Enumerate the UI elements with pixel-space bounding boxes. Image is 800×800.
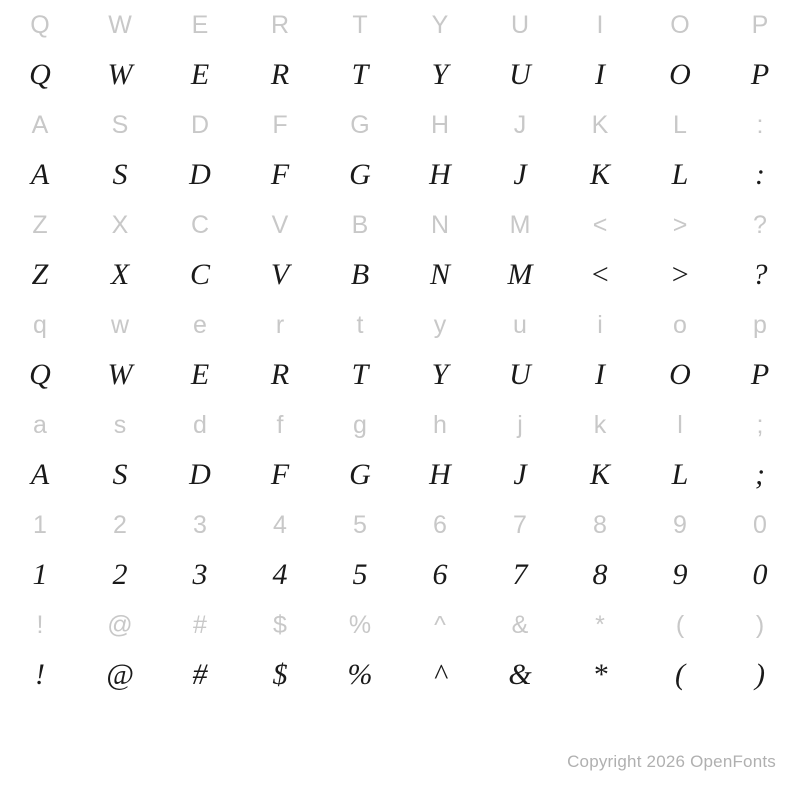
glyph-sample: L bbox=[671, 458, 689, 491]
key-label: 9 bbox=[673, 510, 687, 539]
key-label: i bbox=[597, 310, 603, 339]
key-label: O bbox=[670, 10, 690, 39]
glyph-sample: 9 bbox=[672, 558, 688, 591]
key-label: j bbox=[517, 410, 523, 439]
character-row-group bbox=[0, 200, 800, 300]
key-label-row bbox=[0, 400, 800, 450]
glyph-sample: ( bbox=[675, 658, 685, 691]
key-label-row bbox=[0, 200, 800, 250]
glyph-sample: U bbox=[509, 58, 531, 91]
glyph-sample: ; bbox=[755, 458, 765, 491]
glyph-sample: : bbox=[755, 158, 765, 191]
key-label: V bbox=[271, 210, 289, 239]
key-label: g bbox=[353, 410, 367, 439]
glyph-sample-row bbox=[0, 150, 800, 200]
key-label: 0 bbox=[753, 510, 767, 539]
key-label: > bbox=[672, 210, 688, 239]
key-label: w bbox=[110, 310, 130, 339]
glyph-sample: H bbox=[429, 458, 451, 491]
key-label: G bbox=[350, 110, 370, 139]
glyph-sample: Z bbox=[31, 258, 49, 291]
key-label: 6 bbox=[433, 510, 447, 539]
key-label: Y bbox=[431, 10, 449, 39]
copyright-notice: Copyright 2026 OpenFonts bbox=[567, 752, 776, 771]
character-row-group bbox=[0, 100, 800, 200]
glyph-sample: 4 bbox=[272, 558, 288, 591]
key-label: Z bbox=[32, 210, 48, 239]
key-label: W bbox=[108, 10, 132, 39]
key-label: % bbox=[348, 610, 372, 639]
glyph-sample: G bbox=[349, 458, 371, 491]
key-label: k bbox=[593, 410, 607, 439]
glyph-sample: Y bbox=[431, 358, 449, 391]
glyph-sample: R bbox=[270, 358, 290, 391]
glyph-sample: D bbox=[189, 458, 211, 491]
glyph-sample: 3 bbox=[192, 558, 208, 591]
key-label: ^ bbox=[434, 610, 446, 639]
glyph-sample: S bbox=[112, 458, 128, 491]
glyph-sample: E bbox=[190, 58, 210, 91]
key-label: K bbox=[591, 110, 609, 139]
key-label: ? bbox=[753, 210, 767, 239]
key-label: : bbox=[756, 110, 764, 139]
key-label: 8 bbox=[593, 510, 607, 539]
key-label: S bbox=[111, 110, 129, 139]
character-row-group bbox=[0, 500, 800, 600]
glyph-sample: @ bbox=[106, 658, 134, 691]
glyph-sample: T bbox=[351, 358, 369, 391]
key-label: P bbox=[751, 10, 769, 39]
glyph-sample: > bbox=[669, 258, 691, 291]
key-label: 7 bbox=[513, 510, 527, 539]
character-row-group bbox=[0, 300, 800, 400]
glyph-sample: K bbox=[589, 458, 610, 491]
key-label: q bbox=[33, 310, 47, 339]
key-label: N bbox=[430, 210, 450, 239]
glyph-sample: B bbox=[350, 258, 370, 291]
glyph-sample: 8 bbox=[592, 558, 608, 591]
key-label: * bbox=[595, 610, 605, 639]
key-label: D bbox=[190, 110, 210, 139]
key-label: p bbox=[753, 310, 767, 339]
glyph-sample: L bbox=[671, 158, 689, 191]
key-label: ( bbox=[675, 610, 685, 639]
glyph-sample: A bbox=[30, 158, 50, 191]
key-label: J bbox=[513, 110, 527, 139]
glyph-sample: Y bbox=[431, 58, 449, 91]
key-label: s bbox=[113, 410, 127, 439]
glyph-sample: O bbox=[669, 58, 691, 91]
glyph-sample: Q bbox=[29, 358, 51, 391]
key-label-row bbox=[0, 100, 800, 150]
key-label: E bbox=[191, 10, 209, 39]
glyph-sample: Q bbox=[29, 58, 51, 91]
glyph-sample: R bbox=[270, 58, 290, 91]
glyph-sample-row bbox=[0, 550, 800, 600]
glyph-sample: 7 bbox=[512, 558, 528, 591]
glyph-sample: * bbox=[592, 658, 608, 691]
key-label: L bbox=[673, 110, 687, 139]
key-label: U bbox=[510, 10, 530, 39]
key-label: B bbox=[351, 210, 369, 239]
glyph-sample: C bbox=[189, 258, 210, 291]
key-label: h bbox=[433, 410, 447, 439]
glyph-sample: & bbox=[508, 658, 532, 691]
key-label: F bbox=[272, 110, 288, 139]
glyph-sample: U bbox=[509, 358, 531, 391]
glyph-sample: W bbox=[107, 58, 133, 91]
glyph-sample: W bbox=[107, 358, 133, 391]
glyph-sample: ? bbox=[752, 258, 768, 291]
glyph-sample: E bbox=[190, 358, 210, 391]
key-label: I bbox=[596, 10, 604, 39]
glyph-sample: V bbox=[270, 258, 290, 291]
key-label: ) bbox=[755, 610, 765, 639]
glyph-sample: G bbox=[349, 158, 371, 191]
glyph-sample: 0 bbox=[752, 558, 768, 591]
glyph-sample: 1 bbox=[32, 558, 48, 591]
glyph-sample: I bbox=[595, 58, 605, 91]
key-label: o bbox=[673, 310, 687, 339]
key-label: H bbox=[430, 110, 450, 139]
character-row-group bbox=[0, 0, 800, 100]
glyph-sample: K bbox=[589, 158, 610, 191]
glyph-sample-row bbox=[0, 450, 800, 500]
glyph-sample-row bbox=[0, 250, 800, 300]
glyph-sample: 2 bbox=[112, 558, 128, 591]
key-label: & bbox=[511, 610, 529, 639]
glyph-sample: ! bbox=[35, 658, 45, 691]
glyph-sample: H bbox=[429, 158, 451, 191]
key-label: ; bbox=[756, 410, 764, 439]
glyph-sample: ) bbox=[755, 658, 765, 691]
character-row-group bbox=[0, 400, 800, 500]
glyph-sample: P bbox=[750, 358, 770, 391]
character-row-group bbox=[0, 600, 800, 700]
key-label: < bbox=[592, 210, 608, 239]
glyph-sample: 6 bbox=[432, 558, 448, 591]
key-label: 3 bbox=[193, 510, 207, 539]
key-label: f bbox=[276, 410, 284, 439]
key-label: $ bbox=[273, 610, 287, 639]
key-label: 5 bbox=[353, 510, 367, 539]
key-label: u bbox=[513, 310, 527, 339]
key-label: 2 bbox=[113, 510, 127, 539]
glyph-sample-row bbox=[0, 50, 800, 100]
glyph-sample: < bbox=[589, 258, 611, 291]
glyph-sample: X bbox=[110, 258, 130, 291]
glyph-sample: J bbox=[513, 458, 527, 491]
glyph-sample: % bbox=[347, 658, 373, 691]
key-label-row bbox=[0, 0, 800, 50]
key-label: M bbox=[509, 210, 531, 239]
key-label: X bbox=[111, 210, 129, 239]
glyph-sample: F bbox=[270, 458, 290, 491]
key-label: ! bbox=[36, 610, 44, 639]
glyph-sample: # bbox=[192, 658, 208, 691]
glyph-sample: ^ bbox=[433, 658, 447, 691]
key-label: # bbox=[193, 610, 207, 639]
glyph-sample: I bbox=[595, 358, 605, 391]
glyph-sample: A bbox=[30, 458, 50, 491]
key-label: 4 bbox=[273, 510, 287, 539]
glyph-sample: 5 bbox=[352, 558, 368, 591]
key-label: R bbox=[270, 10, 290, 39]
key-label: A bbox=[31, 110, 49, 139]
key-label: t bbox=[356, 310, 364, 339]
key-label: a bbox=[33, 410, 47, 439]
glyph-sample: D bbox=[189, 158, 211, 191]
glyph-sample: O bbox=[669, 358, 691, 391]
glyph-sample-row bbox=[0, 650, 800, 700]
key-label: @ bbox=[107, 610, 133, 639]
glyph-sample: $ bbox=[272, 658, 288, 691]
key-label: 1 bbox=[33, 510, 47, 539]
glyph-sample: T bbox=[351, 58, 369, 91]
key-label: Q bbox=[30, 10, 50, 39]
glyph-sample: S bbox=[112, 158, 128, 191]
glyph-sample-row bbox=[0, 350, 800, 400]
key-label: e bbox=[193, 310, 207, 339]
glyph-sample: M bbox=[507, 258, 533, 291]
key-label: C bbox=[190, 210, 210, 239]
glyph-sample: F bbox=[270, 158, 290, 191]
key-label-row bbox=[0, 300, 800, 350]
glyph-sample: P bbox=[750, 58, 770, 91]
key-label-row bbox=[0, 500, 800, 550]
glyph-sample: J bbox=[513, 158, 527, 191]
key-label: l bbox=[677, 410, 683, 439]
key-label: y bbox=[433, 310, 447, 339]
key-label: r bbox=[275, 310, 285, 339]
key-label-row bbox=[0, 600, 800, 650]
key-label: T bbox=[352, 10, 368, 39]
glyph-sample: N bbox=[429, 258, 450, 291]
key-label: d bbox=[193, 410, 207, 439]
